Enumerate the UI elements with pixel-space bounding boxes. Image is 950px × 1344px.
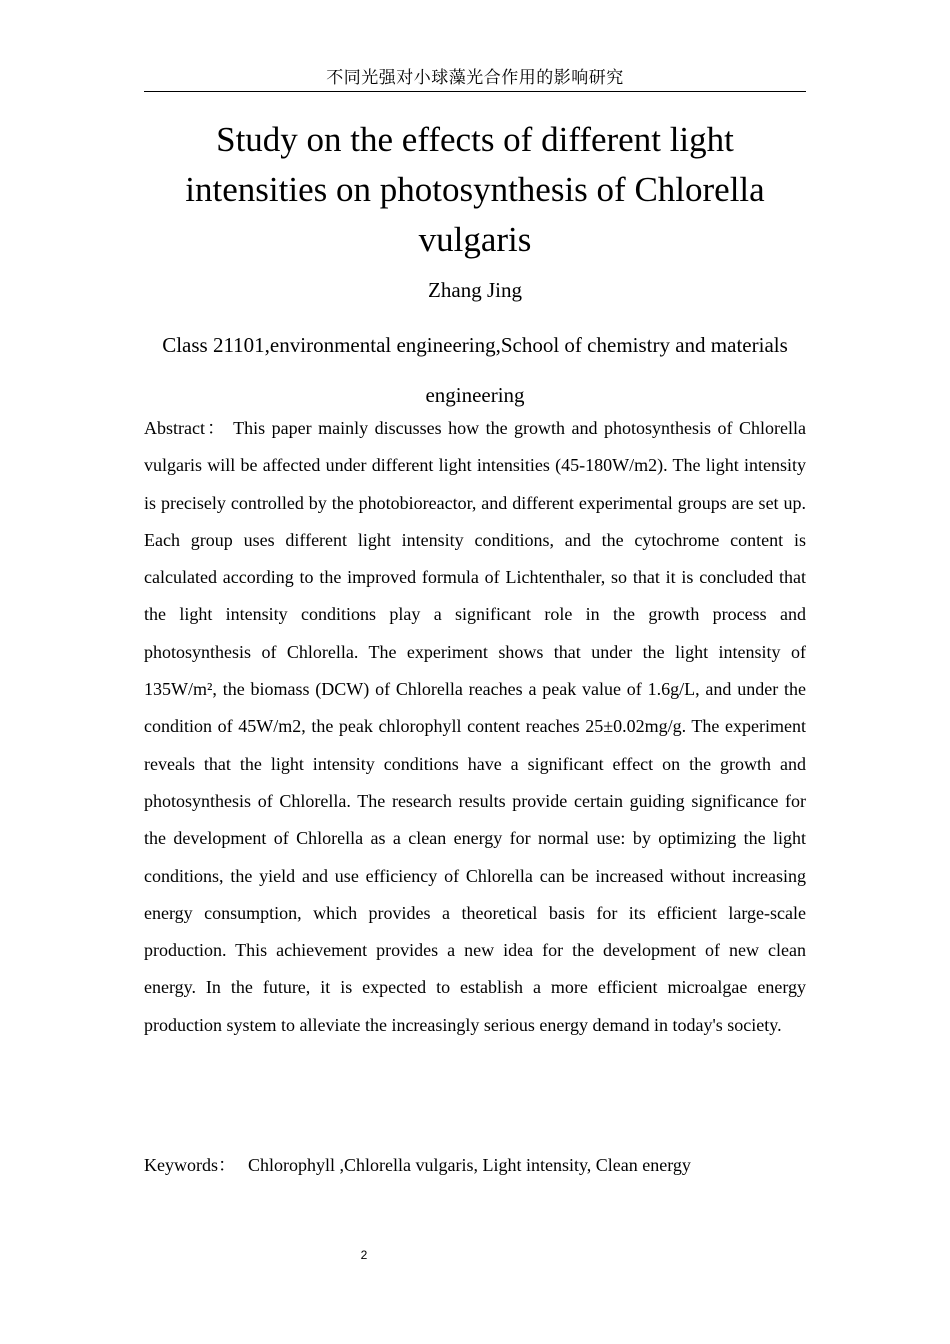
keywords-line [144, 1150, 806, 1180]
author-name: Zhang Jing [428, 278, 522, 302]
paper-title: Study on the effects of different light intensities on photosynthesis of Chlorella vulgaris [185, 120, 765, 259]
abstract-text: This paper mainly discusses how the growth and photosynthesis of Chlorella vulgaris will be affected under different light intensities (45-180W/m2). The light intensity is precisely controlled by the photobioreactor, and different experimental groups are set up. Each group uses different light intensity conditions, and the cytochrome content is calculated according to the improved formula of Lichtenthaler, so that it is concluded that the light intensity conditions play a significant role in the growth process and photosynthesis of Chlorella. The experiment shows that under the light intensity of 135W/m², the biomass (DCW) of Chlorella reaches a peak value of 1.6g/L, and under the condition of 45W/m2, the peak chlorophyll content reaches 25±0.02mg/g. The experiment reveals that the light intensity conditions have a significant effect on the growth and photosynthesis of Chlorella. The research results provide certain guiding significance for the development of Chlorella as a clean energy for normal use: by optimizing the light conditions, the yield and use efficiency of Chlorella can be increased without increasing energy consumption, which provides a theoretical basis for its efficient large-scale production. This achievement provides a new idea for the development of new clean energy. In the future, it is expected to establish a more efficient microalgae energy production system to alleviate the increasingly serious energy demand in today's society. [144, 418, 806, 1035]
abstract-label: Abstract： [144, 418, 227, 438]
abstract-paragraph [144, 410, 806, 1044]
header-rule [144, 91, 806, 92]
author-affiliation: Class 21101,environmental engineering,School of chemistry and materials engineering [162, 333, 788, 407]
keywords-text: Chlorophyll ,Chlorella vulgaris, Light intensity, Clean energy [248, 1155, 691, 1175]
keywords-label: Keywords： [144, 1155, 236, 1175]
running-header: 不同光强对小球藻光合作用的影响研究 [326, 68, 624, 88]
page-number: 2 [360, 1248, 368, 1262]
